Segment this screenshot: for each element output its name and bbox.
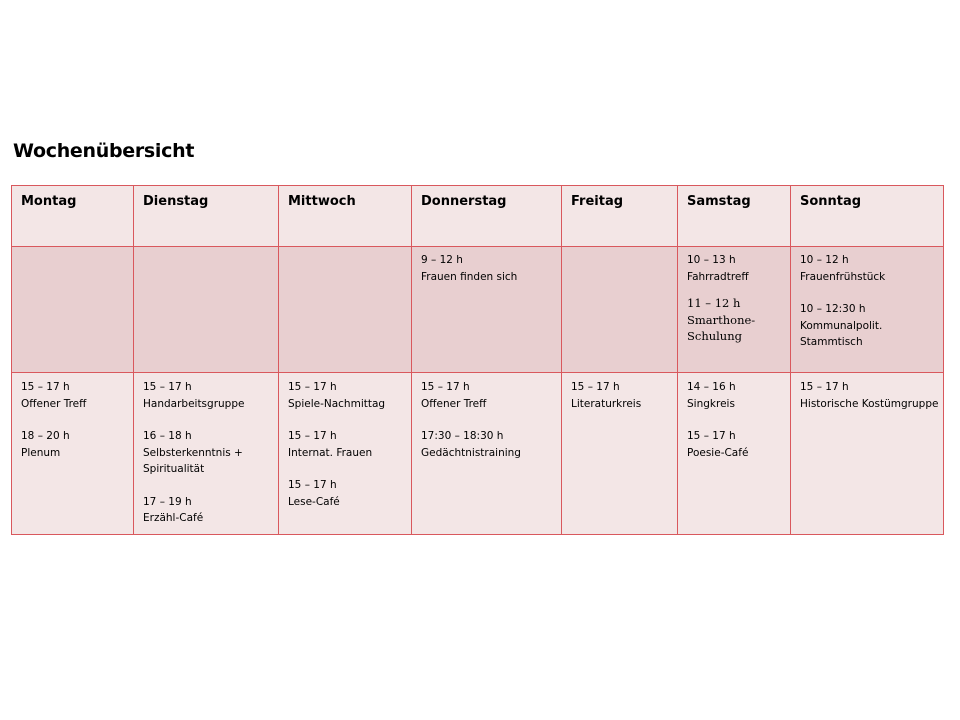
schedule-entry	[143, 428, 278, 478]
entry-name: Offener Treff	[421, 397, 487, 410]
entry-name: Poesie-Café	[687, 446, 749, 459]
week-schedule-table	[11, 185, 944, 535]
schedule-cell	[678, 247, 791, 373]
entry-name: Selbsterkenntnis + Spiritualität	[143, 446, 243, 475]
entry-time: 15 – 17 h	[421, 381, 470, 393]
entry-time: 10 – 13 h	[687, 254, 736, 266]
day-header-donnerstag: Donnerstag	[412, 186, 562, 247]
schedule-entry	[288, 477, 411, 510]
schedule-cell	[562, 247, 678, 373]
schedule-cell	[678, 373, 791, 535]
schedule-cell	[134, 247, 279, 373]
schedule-cell	[791, 247, 944, 373]
page-title: Wochenübersicht	[13, 140, 195, 162]
header-row	[12, 186, 944, 247]
entry-time: 18 – 20 h	[21, 430, 70, 442]
entry-name: Handarbeitsgruppe	[143, 397, 245, 410]
entry-time: 10 – 12:30 h	[800, 303, 866, 315]
entry-name: Offener Treff	[21, 397, 87, 410]
schedule-entry	[800, 301, 943, 351]
schedule-cell	[412, 247, 562, 373]
day-header-montag: Montag	[12, 186, 134, 247]
schedule-entry	[143, 494, 278, 527]
schedule-cell	[279, 373, 412, 535]
entry-name: Gedächtnistraining	[421, 446, 521, 459]
entry-time: 17:30 – 18:30 h	[421, 430, 504, 442]
entry-name: Kommunalpolit. Stammtisch	[800, 319, 883, 348]
schedule-entry	[800, 252, 943, 285]
schedule-entry	[421, 428, 561, 461]
entry-time: 9 – 12 h	[421, 254, 463, 266]
schedule-entry	[288, 428, 411, 461]
morning-row	[12, 247, 944, 373]
schedule-cell	[791, 373, 944, 535]
schedule-entry	[687, 252, 790, 285]
entry-name: Literaturkreis	[571, 397, 642, 410]
entry-name: Smarthone-Schulung	[687, 312, 756, 343]
schedule-cell	[279, 247, 412, 373]
schedule-cell	[562, 373, 678, 535]
entry-time: 15 – 17 h	[288, 430, 337, 442]
entry-time: 15 – 17 h	[21, 381, 70, 393]
entry-time: 10 – 12 h	[800, 254, 849, 266]
entry-name: Frauen finden sich	[421, 270, 518, 283]
schedule-cell	[134, 373, 279, 535]
schedule-entry	[421, 252, 561, 285]
entry-name: Singkreis	[687, 397, 735, 410]
schedule-entry	[143, 379, 278, 412]
entry-time: 14 – 16 h	[687, 381, 736, 393]
schedule-entry	[21, 379, 133, 412]
day-header-mittwoch: Mittwoch	[279, 186, 412, 247]
entry-name: Lese-Café	[288, 495, 340, 508]
schedule-cell	[12, 247, 134, 373]
schedule-entry	[687, 295, 790, 345]
day-header-freitag: Freitag	[562, 186, 678, 247]
entry-time: 11 – 12 h	[687, 296, 741, 310]
entry-name: Fahrradtreff	[687, 270, 749, 283]
entry-time: 15 – 17 h	[288, 479, 337, 491]
entry-time: 15 – 17 h	[687, 430, 736, 442]
entry-time: 15 – 17 h	[288, 381, 337, 393]
schedule-cell	[12, 373, 134, 535]
entry-name: Frauenfrühstück	[800, 270, 886, 283]
schedule-entry	[687, 379, 790, 412]
schedule-entry	[288, 379, 411, 412]
entry-time: 15 – 17 h	[571, 381, 620, 393]
schedule-entry	[800, 379, 943, 412]
schedule-entry	[687, 428, 790, 461]
entry-name: Spiele-Nachmittag	[288, 397, 386, 410]
afternoon-row	[12, 373, 944, 535]
entry-name: Erzähl-Café	[143, 512, 204, 524]
entry-time: 15 – 17 h	[800, 381, 849, 393]
day-header-dienstag: Dienstag	[134, 186, 279, 247]
schedule-entry	[21, 428, 133, 461]
entry-name: Internat. Frauen	[288, 446, 373, 459]
schedule-entry	[571, 379, 677, 412]
schedule-cell	[412, 373, 562, 535]
entry-name: Plenum	[21, 446, 61, 459]
entry-time: 16 – 18 h	[143, 430, 192, 442]
entry-time: 17 – 19 h	[143, 495, 192, 508]
day-header-sonntag: Sonntag	[791, 186, 944, 247]
day-header-samstag: Samstag	[678, 186, 791, 247]
entry-time: 15 – 17 h	[143, 381, 192, 393]
entry-name: Historische Kostümgruppe	[800, 397, 939, 410]
schedule-entry	[421, 379, 561, 412]
